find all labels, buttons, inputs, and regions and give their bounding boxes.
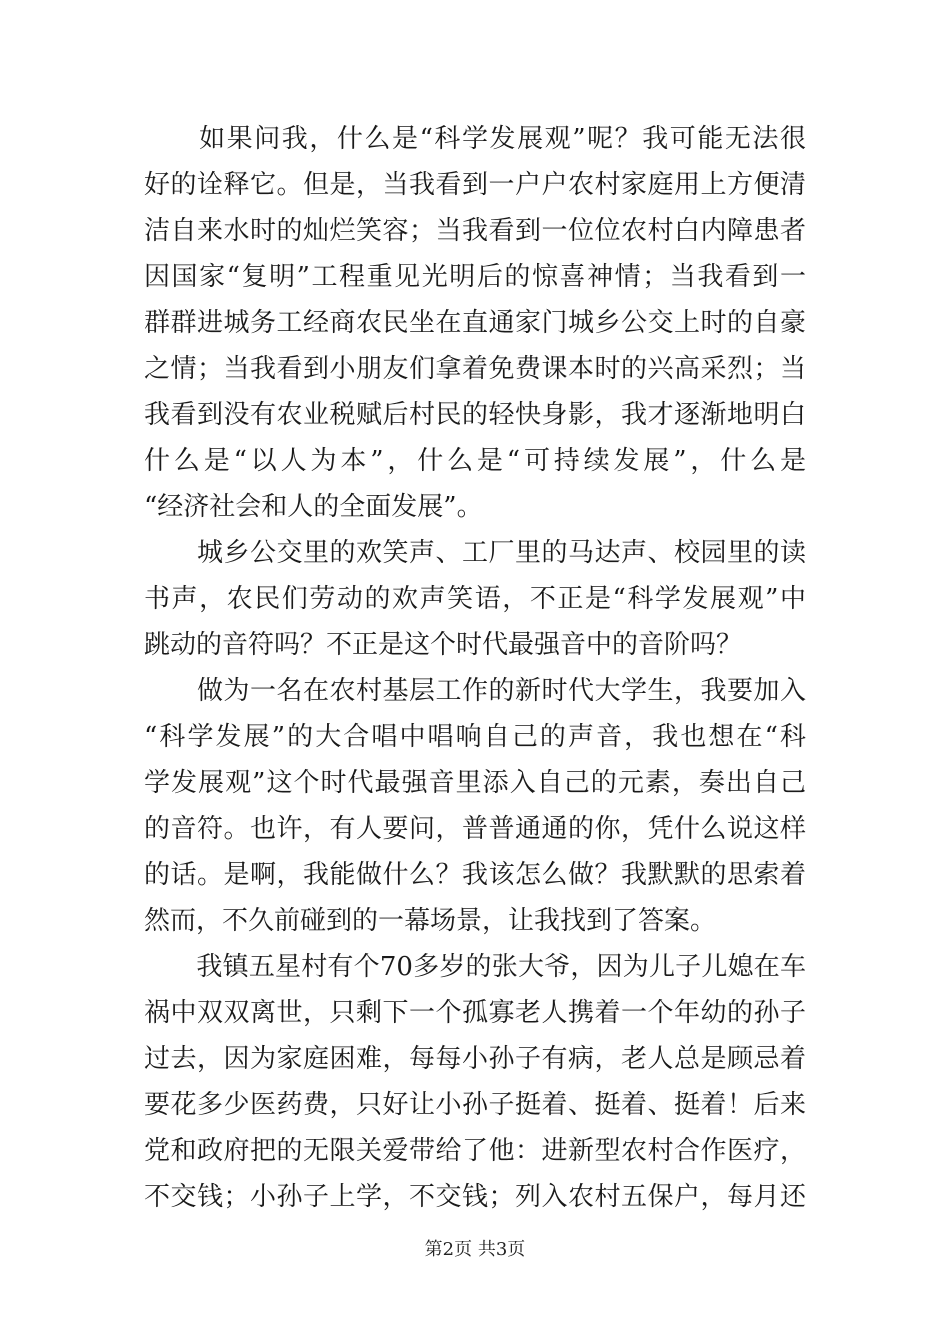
text-line: 祸中双双离世，只剩下一个孤寡老人携着一个年幼的孙子 [144, 998, 806, 1028]
text-line: 过去，因为家庭困难，每每小孙子有病，老人总是顾忌着 [144, 1044, 806, 1074]
text-line: 跳动的音符吗？不正是这个时代最强音中的音阶吗？ [144, 630, 743, 660]
text-line: 之情；当我看到小朋友们拿着免费课本时的兴高采烈；当 [144, 354, 806, 384]
text-line: 什么是“以人为本”，什么是“可持续发展”，什么是 [144, 446, 806, 476]
text-line: 要花多少医药费，只好让小孙子挺着、挺着、挺着！后来 [144, 1090, 806, 1120]
text-line: 洁自来水时的灿烂笑容；当我看到一位位农村白内障患者 [144, 216, 806, 246]
text-line: 城乡公交里的欢笑声、工厂里的马达声、校园里的读 [144, 538, 806, 568]
text-line: “科学发展”的大合唱中唱响自己的声音，我也想在“科 [144, 722, 806, 752]
text-line: 因国家“复明”工程重见光明后的惊喜神情；当我看到一 [144, 262, 806, 292]
text-line: 书声，农民们劳动的欢声笑语，不正是“科学发展观”中 [144, 584, 806, 614]
text-line: 群群进城务工经商农民坐在直通家门城乡公交上时的自豪 [144, 308, 806, 338]
text-line: 不交钱；小孙子上学，不交钱；列入农村五保户，每月还 [144, 1182, 806, 1212]
text-line: 如果问我，什么是“科学发展观”呢？我可能无法很 [144, 124, 806, 154]
text-line: “经济社会和人的全面发展”。 [144, 492, 483, 522]
text-line: 学发展观”这个时代最强音里添入自己的元素，奏出自己 [144, 768, 806, 798]
text-line: 的话。是啊，我能做什么？我该怎么做？我默默的思索着 [144, 860, 806, 890]
page-footer: 第2页 共3页 [424, 1239, 526, 1260]
text-line: 的音符。也许，有人要问，普普通通的你，凭什么说这样 [144, 814, 806, 844]
text-line: 我镇五星村有个70多岁的张大爷，因为儿子儿媳在车 [144, 952, 806, 982]
text-line: 党和政府把的无限关爱带给了他：进新型农村合作医疗， [144, 1136, 806, 1166]
text-line: 我看到没有农业税赋后村民的轻快身影，我才逐渐地明白 [144, 400, 806, 430]
text-line: 然而，不久前碰到的一幕场景，让我找到了答案。 [144, 906, 717, 936]
text-line: 做为一名在农村基层工作的新时代大学生，我要加入 [144, 676, 806, 706]
text-line: 好的诠释它。但是，当我看到一户户农村家庭用上方便清 [144, 170, 806, 200]
